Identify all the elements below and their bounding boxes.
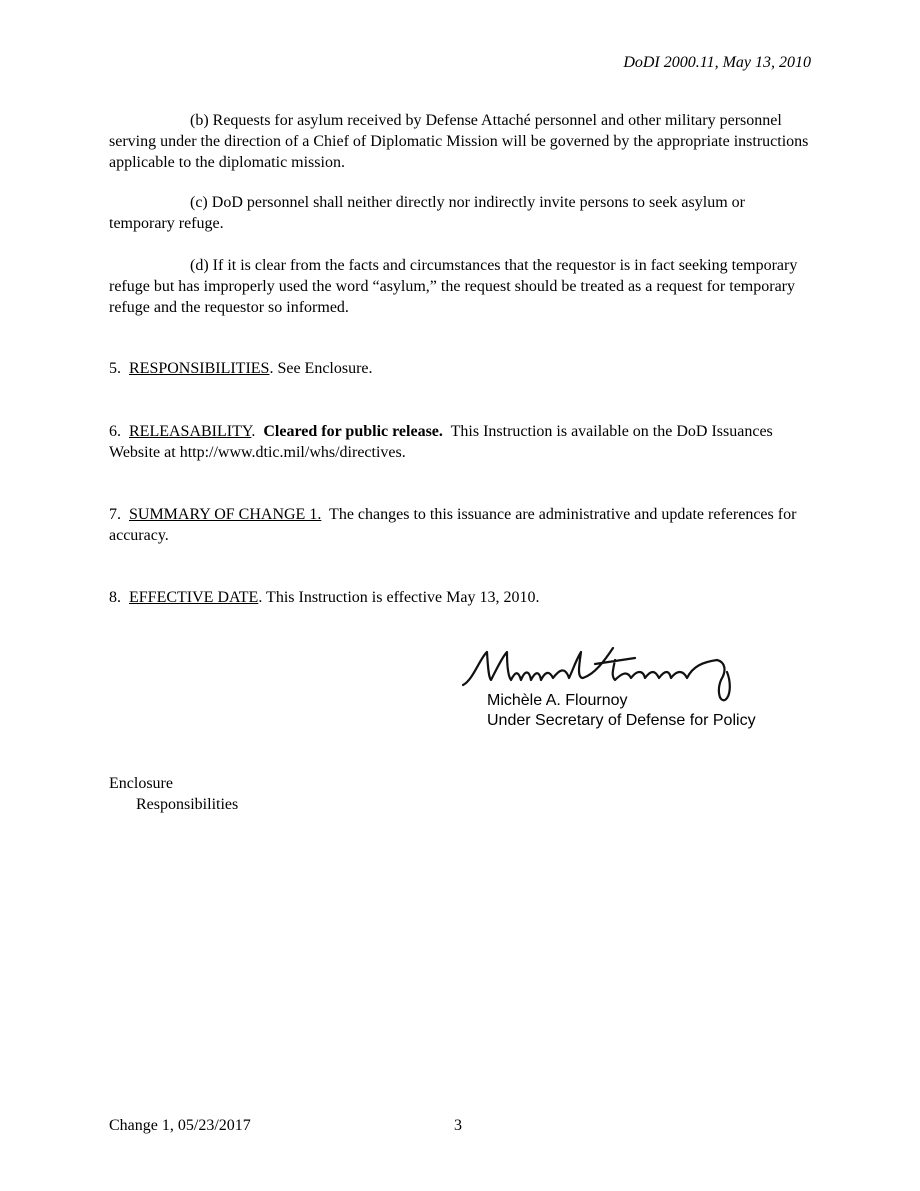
- section-5: [109, 358, 811, 379]
- document-header: DoDI 2000.11, May 13, 2010: [623, 54, 811, 71]
- signer-title: Under Secretary of Defense for Policy: [487, 712, 756, 729]
- page-number: 3: [454, 1117, 462, 1134]
- footer-change: Change 1, 05/23/2017: [109, 1117, 251, 1134]
- section-5-number: 5.: [109, 360, 121, 377]
- signer-name: Michèle A. Flournoy: [487, 692, 628, 709]
- section-7-number: 7.: [109, 506, 121, 523]
- section-5-text: . See Enclosure.: [269, 360, 373, 377]
- section-5-title: RESPONSIBILITIES: [129, 360, 270, 377]
- section-7-title: SUMMARY OF CHANGE 1.: [129, 506, 322, 523]
- section-6-text: This Instruction is available on the DoD Issuances Website at http://www.dtic.mil/whs/directives.: [109, 423, 773, 461]
- section-8-title: EFFECTIVE DATE: [129, 589, 259, 606]
- section-6: [109, 421, 811, 463]
- section-8-text: . This Instruction is effective May 13, 2010.: [258, 589, 540, 606]
- section-7-text: The changes to this issuance are administrative and update references for accuracy.: [109, 506, 797, 544]
- section-6-number: 6.: [109, 423, 121, 440]
- enclosure-label: Enclosure: [109, 775, 173, 792]
- paragraph-c: (c) DoD personnel shall neither directly nor indirectly invite persons to seek asylum or temporary refuge.: [109, 194, 745, 232]
- paragraph-d: (d) If it is clear from the facts and circumstances that the requestor is in fact seeking temporary refuge but has improperly used the word “asylum,” the request should be treated as a request for temporary refuge and the requestor so informed.: [109, 257, 798, 316]
- paragraph-b: (b) Requests for asylum received by Defense Attaché personnel and other military personnel serving under the direction of a Chief of Diplomatic Mission will be governed by the appropriate instructions applicable to the diplomatic mission.: [109, 112, 809, 171]
- enclosure-item: Responsibilities: [136, 796, 239, 813]
- section-7: [109, 504, 811, 546]
- section-6-title: RELEASABILITY: [129, 423, 252, 440]
- section-8-number: 8.: [109, 589, 121, 606]
- section-6-bold: Cleared for public release.: [263, 423, 443, 440]
- section-6-separator: .: [251, 423, 256, 440]
- section-8: [109, 587, 811, 608]
